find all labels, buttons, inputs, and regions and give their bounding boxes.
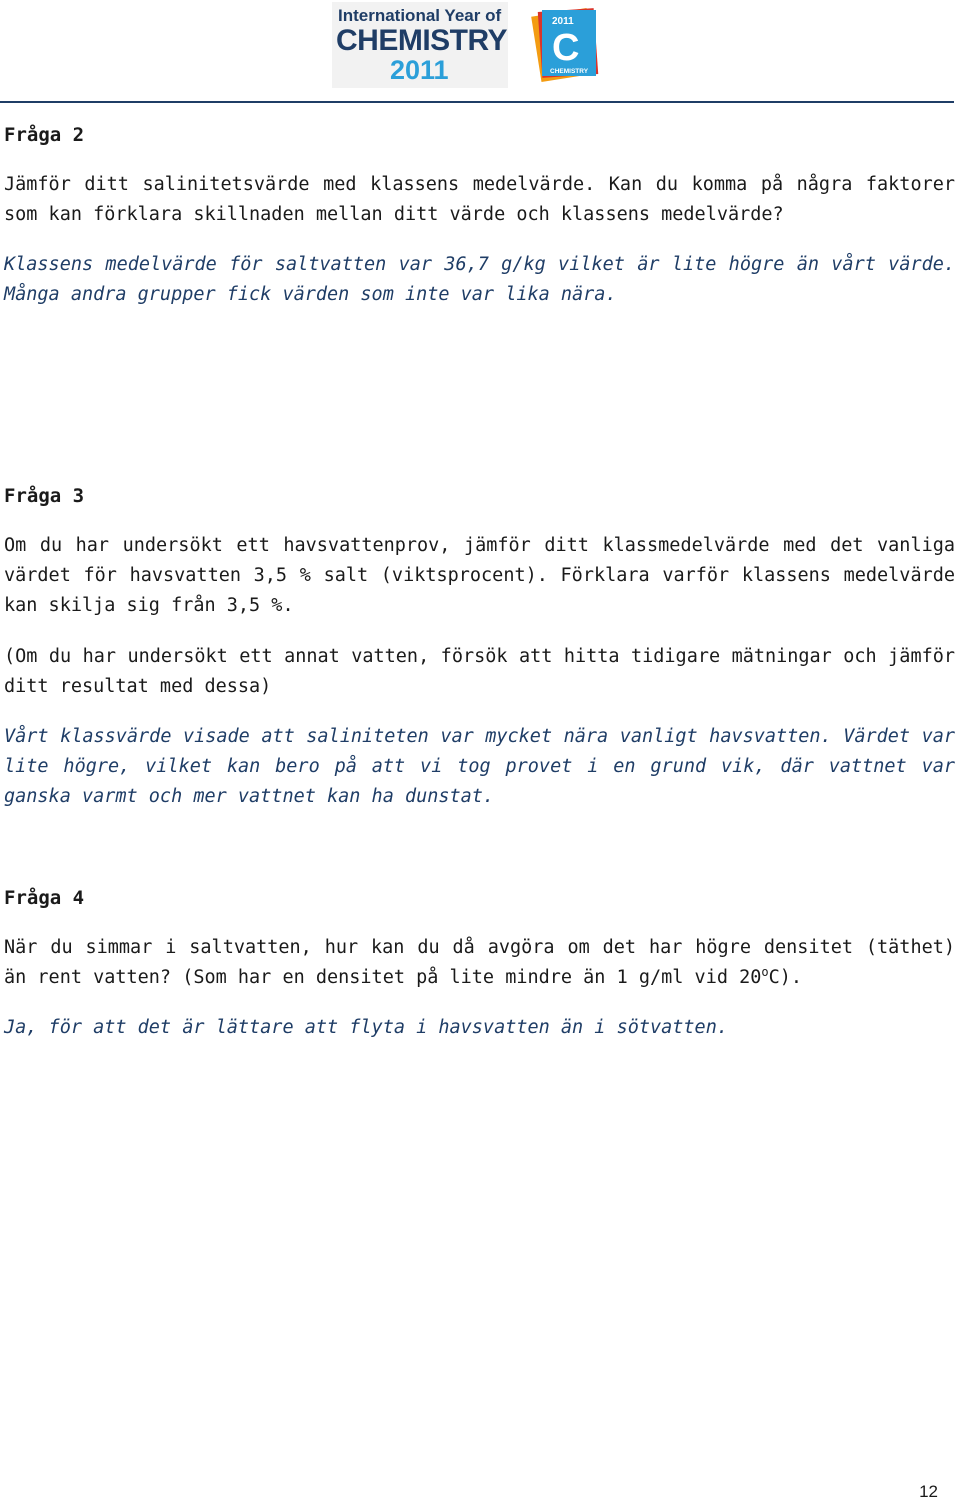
question-4-text-unit: C). (768, 967, 803, 988)
svg-text:2011: 2011 (552, 16, 574, 27)
question-4-answer: Ja, för att det är lättare att flyta i havsvatten än i sötvatten. (4, 1017, 728, 1038)
question-3-note: (Om du har undersökt ett annat vatten, försök att hitta tidigare mätningar och jämför ditt resultat med dessa) (4, 646, 955, 697)
question-4-heading: Fråga 4 (4, 887, 85, 909)
header-divider (0, 101, 954, 103)
svg-text:C: C (552, 27, 580, 69)
question-4-text-main: När du simmar i saltvatten, hur kan du då avgöra om det har högre densitet (täthet) än rent vatten? (Som har en densitet på lite mindre än 1 g/ml vid 20 (4, 937, 955, 988)
page-number: 12 (919, 1482, 938, 1501)
logo-line-1: International Year of (338, 6, 502, 25)
question-2-text: Jämför ditt salinitetsvärde med klassens medelvärde. Kan du komma på några faktorer som kan förklara skillnaden mellan ditt värde och klassens medelvärde? (4, 174, 955, 225)
logo-line-3: 2011 (390, 55, 449, 85)
question-4-text (4, 933, 955, 993)
question-2-answer: Klassens medelvärde för saltvatten var 36,7 g/kg vilket är lite högre än vårt värde. Många andra grupper fick värden som inte var lika nära. (4, 254, 955, 305)
question-3-answer: Vårt klassvärde visade att saliniteten var mycket nära vanligt havsvatten. Värdet var lite högre, vilket kan bero på att vi tog provet i en grund vik, där vattnet var ganska varmt och mer vattnet kan ha dunstat. (4, 726, 955, 807)
logo-text-panel (332, 2, 508, 88)
svg-text:CHEMISTRY: CHEMISTRY (550, 68, 589, 75)
iyc-2011-logo (332, 2, 604, 88)
question-3-text: Om du har undersökt ett havsvattenprov, jämför ditt klassmedelvärde med det vanliga värdet för havsvatten 3,5 % salt (viktsprocent). Förklara varför klassens medelvärde kan skilja sig från 3,5 %. (4, 535, 955, 616)
logo-line-2: CHEMISTRY (336, 24, 508, 57)
degree-superscript: o (761, 964, 769, 979)
chemistry-badge-icon (528, 2, 602, 86)
question-3-heading: Fråga 3 (4, 485, 85, 507)
question-2-heading: Fråga 2 (4, 124, 85, 146)
